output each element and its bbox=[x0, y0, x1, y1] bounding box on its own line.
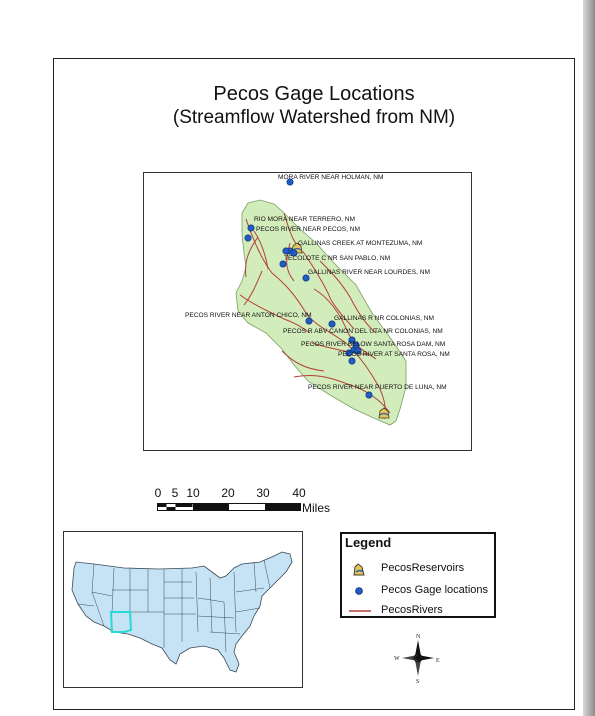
gage-label: PECOS RIVER NEAR PUERTO DE LUNA, NM bbox=[308, 384, 447, 391]
gage-point-icon bbox=[348, 583, 372, 599]
scale-tick-label: 20 bbox=[221, 486, 235, 500]
gage-label: GALLINAS R NR COLONIAS, NM bbox=[334, 315, 435, 322]
scale-tick-label: 40 bbox=[292, 486, 306, 500]
compass-n: N bbox=[416, 634, 421, 640]
page-shadow bbox=[583, 0, 595, 716]
map-legend bbox=[340, 532, 496, 618]
main-map-frame bbox=[143, 172, 472, 451]
gage-point bbox=[248, 225, 254, 231]
compass-w: W bbox=[394, 656, 400, 662]
new-mexico-highlight bbox=[111, 612, 131, 632]
gage-label: PECOS RIVER BELOW SANTA ROSA DAM, NM bbox=[301, 341, 446, 348]
gage-point bbox=[245, 235, 251, 241]
scale-tick-label: 30 bbox=[256, 486, 270, 500]
usa-inset-map bbox=[64, 532, 302, 687]
gage-label: GALLINAS CREEK AT MONTEZUMA, NM bbox=[298, 240, 423, 247]
gage-point bbox=[366, 392, 372, 398]
gage-label: PECOS RIVER NEAR ANTON CHICO, NM bbox=[185, 312, 312, 319]
gage-label: PECOS RIVER NEAR PECOS, NM bbox=[256, 226, 361, 233]
reservoir-icon bbox=[348, 561, 372, 577]
watershed-map bbox=[144, 173, 471, 450]
scale-tick-label: 0 bbox=[154, 486, 162, 500]
north-arrow-icon bbox=[394, 632, 442, 684]
map-title: Pecos Gage Locations bbox=[213, 83, 415, 105]
legend-label: PecosReservoirs bbox=[381, 562, 465, 574]
gage-label: PECOS R ABV CANON DEL UTA NR COLONIAS, NM bbox=[283, 328, 443, 335]
legend-label: PecosRivers bbox=[381, 604, 443, 616]
compass-e: E bbox=[436, 658, 440, 664]
gage-label: TECOLOTE C NR SAN PABLO, NM bbox=[284, 255, 391, 262]
legend-title: Legend bbox=[345, 535, 392, 550]
scale-bar-graphic bbox=[157, 503, 303, 512]
gage-label: MORA RIVER NEAR HOLMAN, NM bbox=[278, 174, 384, 181]
gage-label: RIO MORA NEAR TERRERO, NM bbox=[254, 216, 355, 223]
map-subtitle: (Streamflow Watershed from NM) bbox=[172, 107, 456, 128]
inset-map-frame bbox=[63, 531, 303, 688]
scale-unit-label: Miles bbox=[302, 501, 331, 515]
scale-tick-label: 5 bbox=[171, 486, 179, 500]
legend-label: Pecos Gage locations bbox=[381, 584, 489, 596]
river-line-icon bbox=[348, 603, 372, 619]
compass-s: S bbox=[416, 679, 420, 684]
gage-label: GALLINAS RIVER NEAR LOURDES, NM bbox=[308, 269, 431, 276]
gage-point bbox=[283, 248, 289, 254]
gage-point bbox=[349, 358, 355, 364]
legend-item-gages bbox=[342, 583, 492, 599]
legend-item-reservoirs bbox=[342, 561, 492, 577]
scale-tick-label: 10 bbox=[186, 486, 200, 500]
legend-item-rivers bbox=[342, 603, 492, 619]
gage-label: PECOS RIVER AT SANTA ROSA, NM bbox=[338, 351, 450, 358]
